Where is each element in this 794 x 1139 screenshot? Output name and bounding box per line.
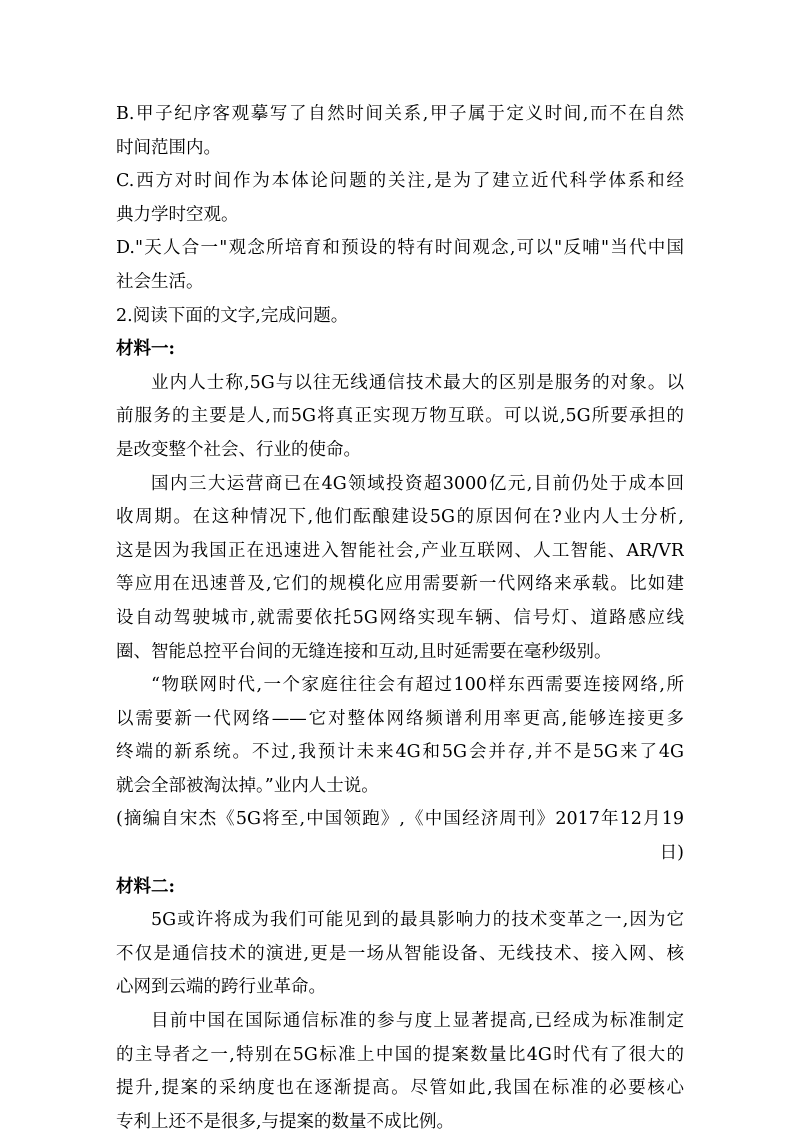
text-line: 是改变整个社会、行业的使命。 (116, 439, 361, 460)
text-line: 材料一: (116, 339, 175, 360)
text-line: 国内三大运营商已在4G领域投资超3000亿元,目前仍处于成本回 (151, 473, 684, 494)
text-line: 设自动驾驶城市,就需要依托5G网络实现车辆、信号灯、道路感应线 (116, 607, 684, 628)
text-line: 前服务的主要是人,而5G将真正实现万物互联。可以说,5G所要承担的 (116, 406, 684, 427)
text-line: B.甲子纪序客观摹写了自然时间关系,甲子属于定义时间,而不在自然 (116, 104, 684, 124)
text-line: 这是因为我国正在迅速进入智能社会,产业互联网、人工智能、AR/VR (116, 540, 684, 561)
text-line: (摘编自宋杰《5G将至,中国领跑》,《中国经济周刊》2017年12月19 (116, 809, 684, 830)
text-line: “物联网时代,一个家庭往往会有超过100样东西需要连接网络,所 (151, 675, 684, 696)
text-line: 日) (659, 843, 684, 864)
text-line: 圈、智能总控平台间的无缝连接和互动,且时延需要在毫秒级别。 (116, 641, 612, 662)
text-line: 时间范围内。 (116, 137, 221, 158)
text-line: 的主导者之一,特别在5G标准上中国的提案数量比4G时代有了很大的 (116, 1044, 684, 1065)
text-line: 目前中国在国际通信标准的参与度上显著提高,已经成为标准制定 (151, 1011, 684, 1032)
document-body (116, 98, 684, 1139)
text-line: 以需要新一代网络——它对整体网络频谱利用率更高,能够连接更多 (116, 708, 684, 729)
text-line: 5G或许将成为我们可能见到的最具影响力的技术变革之一,因为它 (151, 910, 684, 931)
text-line: 收周期。在这种情况下,他们酝酿建设5G的原因何在?业内人士分析, (116, 507, 684, 528)
text-line: 就会全部被淘汰掉。”业内人士说。 (116, 775, 379, 796)
text-line: 终端的新系统。不过,我预计未来4G和5G会并存,并不是5G来了4G (116, 742, 684, 763)
text-line: 不仅是通信技术的演进,更是一场从智能设备、无线技术、接入网、核 (116, 943, 684, 964)
text-line: 社会生活。 (116, 271, 204, 292)
text-line: 材料二: (116, 876, 175, 897)
text-line: 专利上还不是很多,与提案的数量不成比例。 (116, 1111, 455, 1132)
text-line: 等应用在迅速普及,它们的规模化应用需要新一代网络来承载。比如建 (116, 574, 684, 595)
text-line: C.西方对时间作为本体论问题的关注,是为了建立近代科学体系和经 (116, 171, 684, 192)
text-line: 典力学时空观。 (116, 204, 239, 225)
text-line: 业内人士称,5G与以往无线通信技术最大的区别是服务的对象。以 (151, 372, 684, 393)
text-line: 提升,提案的采纳度也在逐渐提高。尽管如此,我国在标准的必要核心 (116, 1078, 684, 1099)
text-line: 2.阅读下面的文字,完成问题。 (116, 305, 349, 326)
text-line: D."天人合一"观念所培育和预设的特有时间观念,可以"反哺"当代中国 (116, 238, 684, 259)
text-line: 心网到云端的跨行业革命。 (116, 977, 326, 998)
